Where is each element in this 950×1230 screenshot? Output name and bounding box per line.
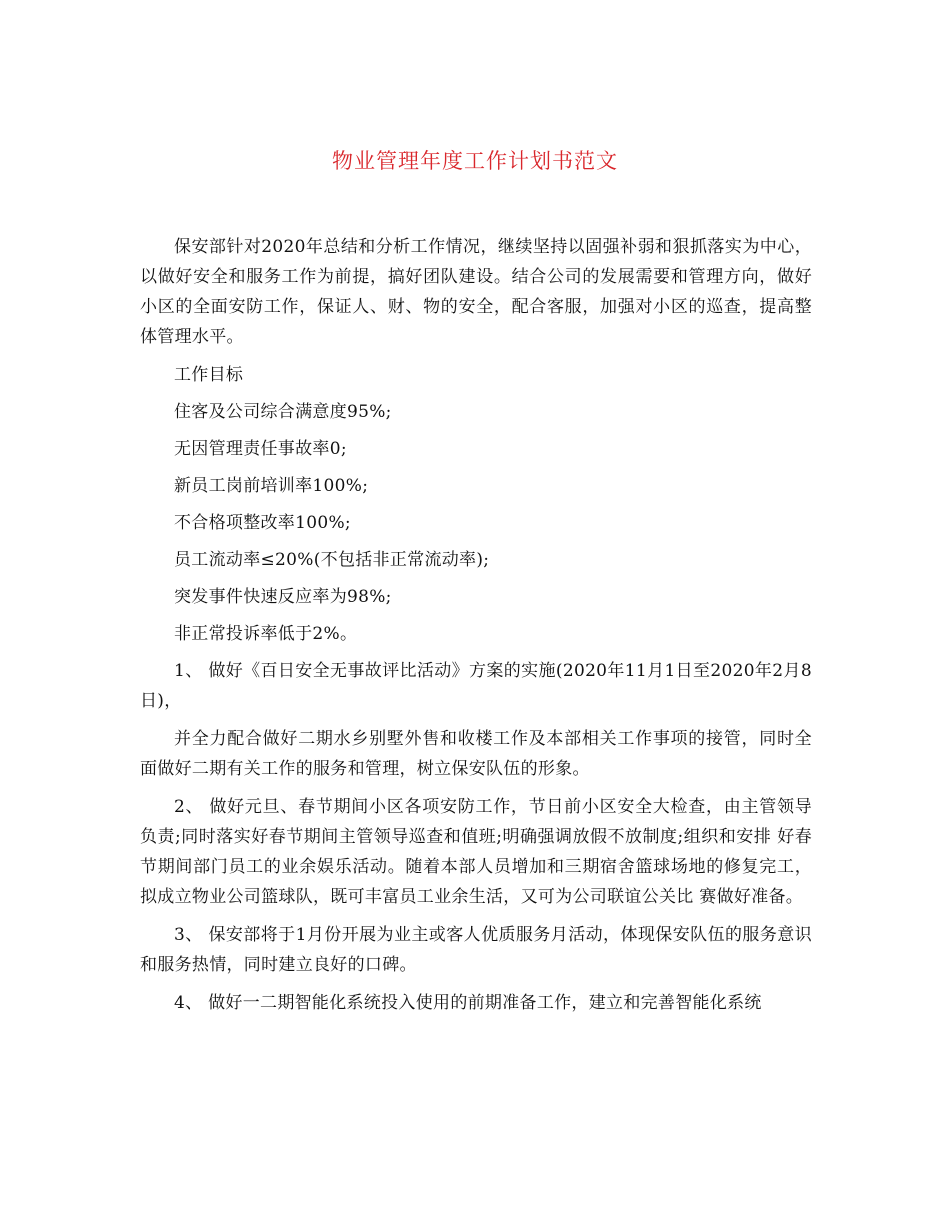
paragraph-item-1: 1、 做好《百日安全无事故评比活动》方案的实施(2020年11月1日至2020年2月8日)， [140, 661, 812, 711]
paragraph-item-3: 3、 保安部将于1月份开展为业主或客人优质服务月活动，体现保安队伍的服务意识和服务热情，同时建立良好的口碑。 [140, 925, 812, 975]
paragraph-item-4: 4、 做好一二期智能化系统投入使用的前期准备工作，建立和完善智能化系统 [174, 993, 762, 1013]
goal-item-rectification-rate: 不合格项整改率100%; [174, 513, 351, 533]
goal-item-response-rate: 突发事件快速反应率为98%; [174, 587, 392, 607]
paragraph-item-1-continued: 并全力配合做好二期水乡别墅外售和收楼工作及本部相关工作事项的接管，同时全面做好二期有关工作的服务和管理，树立保安队伍的形象。 [140, 729, 812, 779]
goal-item-accident-rate: 无因管理责任事故率0; [174, 439, 347, 459]
paragraph-goals-heading: 工作目标 [174, 365, 244, 385]
goal-item-satisfaction: 住客及公司综合满意度95%; [174, 402, 392, 422]
document-body [140, 232, 812, 1026]
paragraph-intro: 保安部针对2020年总结和分析工作情况，继续坚持以固强补弱和狠抓落实为中心，以做好安全和服务工作为前提，搞好团队建设。结合公司的发展需要和管理方向，做好小区的全面安防工作，保证人、财、物的安全，配合客服，加强对小区的巡查，提高整体管理水平。 [140, 237, 812, 347]
goal-item-training-rate: 新员工岗前培训率100%; [174, 476, 369, 496]
goal-item-complaint-rate: 非正常投诉率低于2%。 [174, 624, 358, 644]
document-title: 物业管理年度工作计划书范文 [332, 149, 618, 173]
goal-item-turnover-rate: 员工流动率≤20%(不包括非正常流动率); [174, 550, 490, 570]
paragraph-item-2: 2、 做好元旦、春节期间小区各项安防工作，节日前小区安全大检查，由主管领导负责;同时落实好春节期间主管领导巡查和值班;明确强调放假不放制度;组织和安排 好春节期间部门员工的业余娱乐活动。随着本部人员增加和三期宿舍篮球场地的修复完工，拟成立物业公司篮球队，既可丰富员工业余生活，又可为公司联谊公关比 赛做好准备。 [140, 797, 812, 907]
